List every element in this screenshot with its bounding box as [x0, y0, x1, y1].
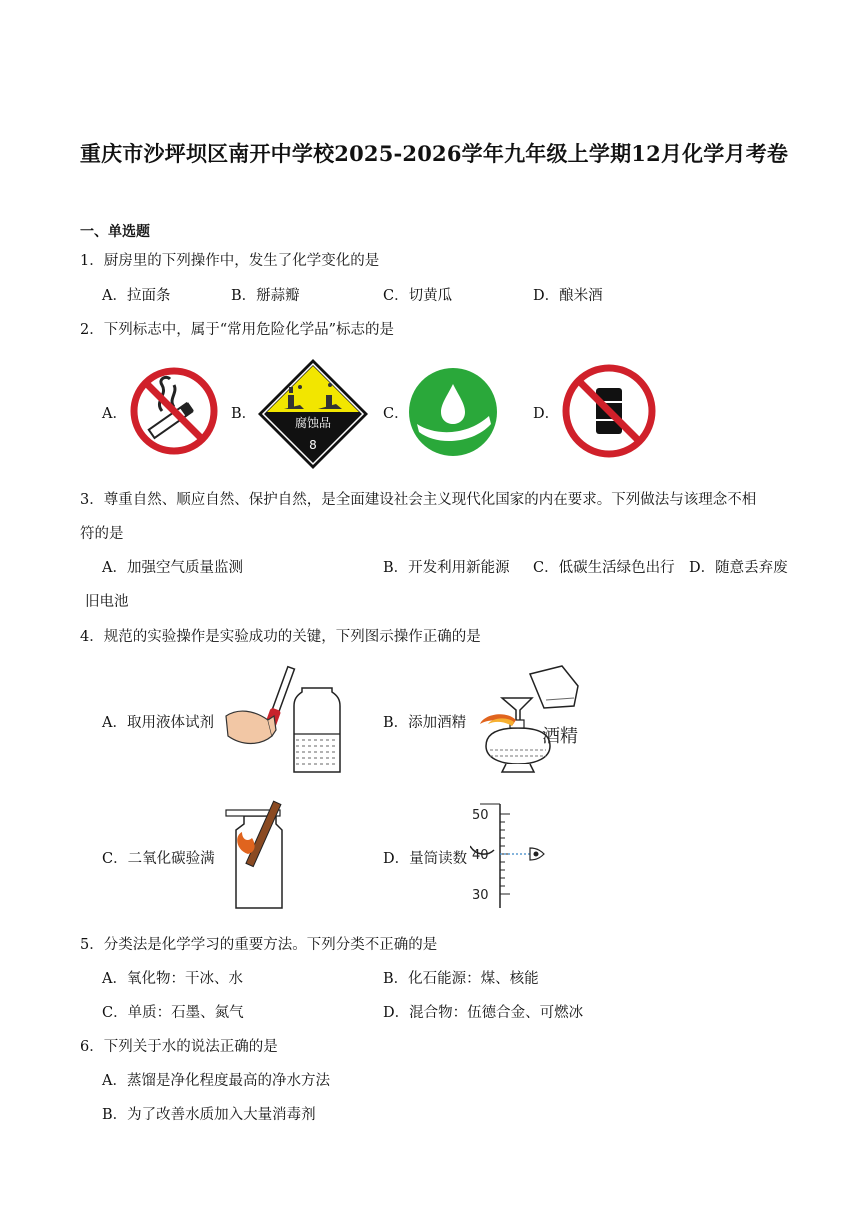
q6-option-a[interactable]: A．蒸馏是净化程度最高的净水方法: [102, 1073, 330, 1089]
q2-option-c[interactable]: C．: [383, 406, 409, 422]
tick-label-30: 30: [472, 888, 489, 903]
question-3-stem-cont: 符的是: [80, 526, 124, 542]
q3-option-d-cont: 旧电池: [85, 594, 129, 610]
corrosive-label: 腐蚀品: [294, 416, 332, 430]
q1-option-b[interactable]: B．掰蒜瓣: [231, 288, 300, 304]
question-1-stem: 1．厨房里的下列操作中，发生了化学变化的是: [80, 253, 380, 269]
q1-option-d[interactable]: D．酿米酒: [533, 288, 603, 304]
corrosive-hazard-icon: [256, 357, 370, 471]
hazard-class-number: 8: [309, 438, 317, 452]
q3-option-b[interactable]: B．开发利用新能源: [383, 560, 510, 576]
no-smoking-icon: [128, 365, 220, 457]
question-6-stem: 6．下列关于水的说法正确的是: [80, 1039, 278, 1055]
question-4-stem: 4．规范的实验操作是实验成功的关键，下列图示操作正确的是: [80, 629, 481, 645]
q1-option-c[interactable]: C．切黄瓜: [383, 288, 453, 304]
q5-option-c[interactable]: C．单质：石墨、氮气: [102, 1005, 244, 1021]
q6-option-b[interactable]: B．为了改善水质加入大量消毒剂: [102, 1107, 316, 1123]
page-title: 重庆市沙坪坝区南开中学校2025-2026学年九年级上学期12月化学月考卷: [79, 141, 789, 166]
q3-option-c[interactable]: C．低碳生活绿色出行: [533, 560, 675, 576]
alcohol-lamp-illustration: [466, 660, 586, 780]
section-heading: 一、单选题: [80, 224, 150, 240]
alcohol-label: 酒精: [542, 726, 578, 747]
tick-label-40: 40: [472, 848, 489, 863]
dropper-bottle-illustration: [220, 660, 350, 778]
q4-option-d[interactable]: D．量筒读数: [383, 851, 468, 867]
question-5-stem: 5．分类法是化学学习的重要方法。下列分类不正确的是: [80, 937, 438, 953]
question-3-stem: 3．尊重自然、顺应自然、保护自然，是全面建设社会主义现代化国家的内在要求。下列做法与该理念不相: [80, 492, 757, 508]
q3-option-a[interactable]: A．加强空气质量监测: [102, 560, 243, 576]
q4-option-c[interactable]: C．二氧化碳验满: [102, 851, 215, 867]
q2-option-b[interactable]: B．: [231, 406, 257, 422]
q1-option-a[interactable]: A．拉面条: [102, 288, 171, 304]
q4-option-b[interactable]: B．添加酒精: [383, 715, 467, 731]
q3-option-d[interactable]: D．随意丢弃废: [689, 560, 788, 576]
q5-option-a[interactable]: A．氧化物：干冰、水: [102, 971, 243, 987]
q5-option-b[interactable]: B．化石能源：煤、核能: [383, 971, 539, 987]
q2-option-d[interactable]: D．: [533, 406, 560, 422]
no-dumping-barrel-icon: [560, 362, 658, 460]
water-saving-icon: [407, 366, 499, 458]
q2-option-a[interactable]: A．: [102, 406, 127, 422]
graduated-cylinder-illustration: [470, 800, 550, 910]
co2-test-illustration: [222, 796, 312, 914]
question-2-stem: 2．下列标志中，属于“常用危险化学品”标志的是: [80, 322, 395, 338]
q4-option-a[interactable]: A．取用液体试剂: [102, 715, 214, 731]
tick-label-50: 50: [472, 808, 489, 823]
q5-option-d[interactable]: D．混合物：伍德合金、可燃冰: [383, 1005, 584, 1021]
